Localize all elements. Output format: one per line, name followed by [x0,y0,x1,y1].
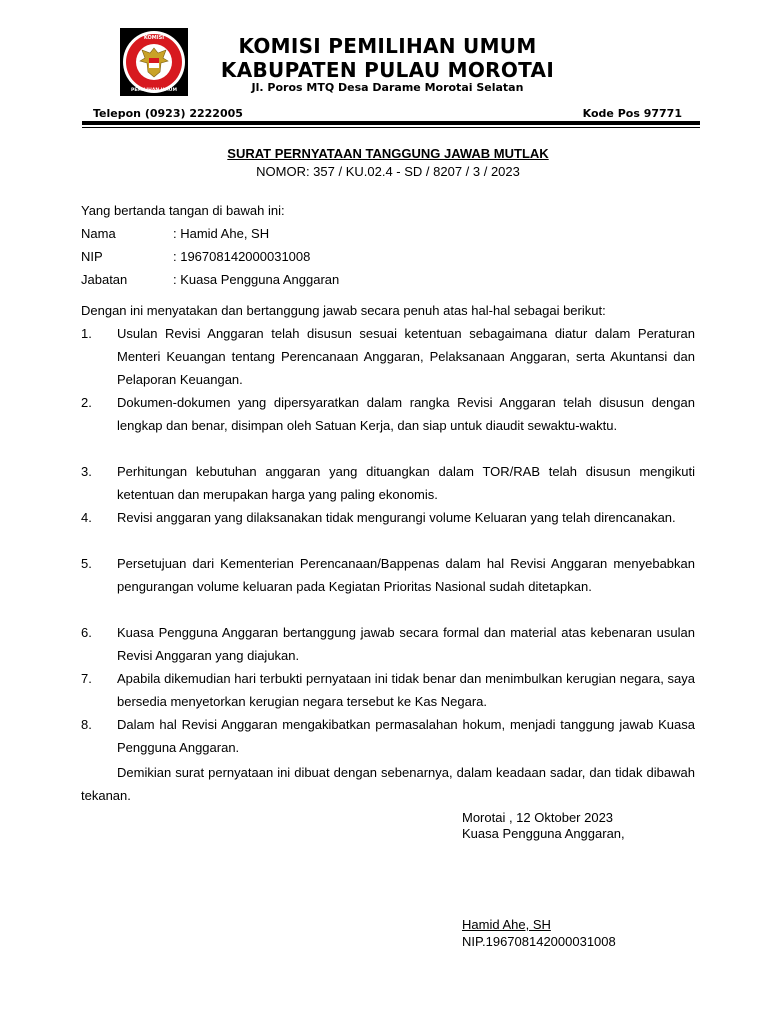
item-text: Apabila dikemudian hari terbukti pernyataan ini tidak benar dan menimbulkan kerugian negara, saya bersedia menyetorkan kerugian negara tersebut ke Kas Negara. [117,671,695,709]
item-number: 7. [81,671,92,686]
item-text: Dalam hal Revisi Anggaran mengakibatkan permasalahan hokum, menjadi tanggung jawab Kuasa Pengguna Anggaran. [117,717,695,755]
field-value: : Kuasa Pengguna Anggaran [173,272,340,287]
org-address: Jl. Poros MTQ Desa Darame Morotai Selatan [251,81,524,94]
field-jabatan [81,272,339,287]
item-text: Kuasa Pengguna Anggaran bertanggung jawab secara formal dan material atas kebenaran usulan Revisi Anggaran yang diajukan. [117,625,695,663]
item-number: 8. [81,717,92,732]
list-item [81,713,695,759]
org-postal-code: Kode Pos 97771 [582,107,682,120]
signature-role: Kuasa Pengguna Anggaran, [462,826,625,841]
list-item [81,506,695,529]
list-item [81,621,695,667]
field-label: Nama [81,226,116,241]
field-label: Jabatan [81,272,128,287]
org-name-line2: KABUPATEN PULAU MOROTAI [220,58,555,82]
svg-text:PEMILIHAN UMUM: PEMILIHAN UMUM [131,88,177,93]
intro-text: Yang bertanda tangan di bawah ini: [81,203,285,218]
item-number: 6. [81,625,92,640]
item-number: 1. [81,326,92,341]
item-text: Dokumen-dokumen yang dipersyaratkan dalam rangka Revisi Anggaran telah disusun dengan lengkap dan benar, disimpan oleh Satuan Kerja, dan siap untuk diaudit sewaktu-waktu. [117,395,695,433]
field-value: : Hamid Ahe, SH [173,226,270,241]
item-number: 2. [81,395,92,410]
list-item [81,391,695,437]
list-item [81,552,695,598]
item-text: Persetujuan dari Kementerian Perencanaan/Bappenas dalam hal Revisi Anggaran menyebabkan pengurangan volume keluaran pada Kegiatan Prioritas Nasional sudah ditetapkan. [117,556,695,594]
org-name-line1: KOMISI PEMILIHAN UMUM [238,34,537,58]
item-number: 4. [81,510,92,525]
list-item [81,322,695,391]
org-phone: Telepon (0923) 2222005 [93,107,243,120]
signatory-name: Hamid Ahe, SH [462,917,551,932]
field-label: NIP [81,249,103,264]
field-nama [81,226,269,241]
closing-paragraph: Demikian surat pernyataan ini dibuat dengan sebenarnya, dalam keadaan sadar, dan tidak dibawah tekanan. [81,765,695,803]
field-value: : 196708142000031008 [173,249,311,264]
statement-text: Dengan ini menyatakan dan bertanggung jawab secara penuh atas hal-hal sebagai berikut: [81,303,606,318]
item-text: Revisi anggaran yang dilaksanakan tidak mengurangi volume Keluaran yang telah direncanakan. [117,510,676,525]
signatory-nip: NIP.196708142000031008 [462,934,616,949]
letterhead-divider [82,121,700,125]
document-number: NOMOR: 357 / KU.02.4 - SD / 8207 / 3 / 2023 [256,164,520,179]
list-item [81,667,695,713]
list-item [81,460,695,506]
item-number: 5. [81,556,92,571]
document-title: SURAT PERNYATAAN TANGGUNG JAWAB MUTLAK [227,146,549,161]
letterhead-divider-thin [82,127,700,128]
item-text: Usulan Revisi Anggaran telah disusun sesuai ketentuan sebagaimana diatur dalam Peraturan Menteri Keuangan tentang Perencanaan Anggaran, Pelaksanaan Anggaran, serta Akuntansi dan Pelaporan Keuangan. [117,326,695,387]
kpu-logo [120,28,188,96]
item-text: Perhitungan kebutuhan anggaran yang dituangkan dalam TOR/RAB telah disusun mengikuti ketentuan dan merupakan harga yang paling ekonomis. [117,464,695,502]
signature-place-date: Morotai , 12 Oktober 2023 [462,810,614,825]
field-nip [81,249,310,264]
item-number: 3. [81,464,92,479]
svg-text:KOMISI: KOMISI [143,35,165,41]
